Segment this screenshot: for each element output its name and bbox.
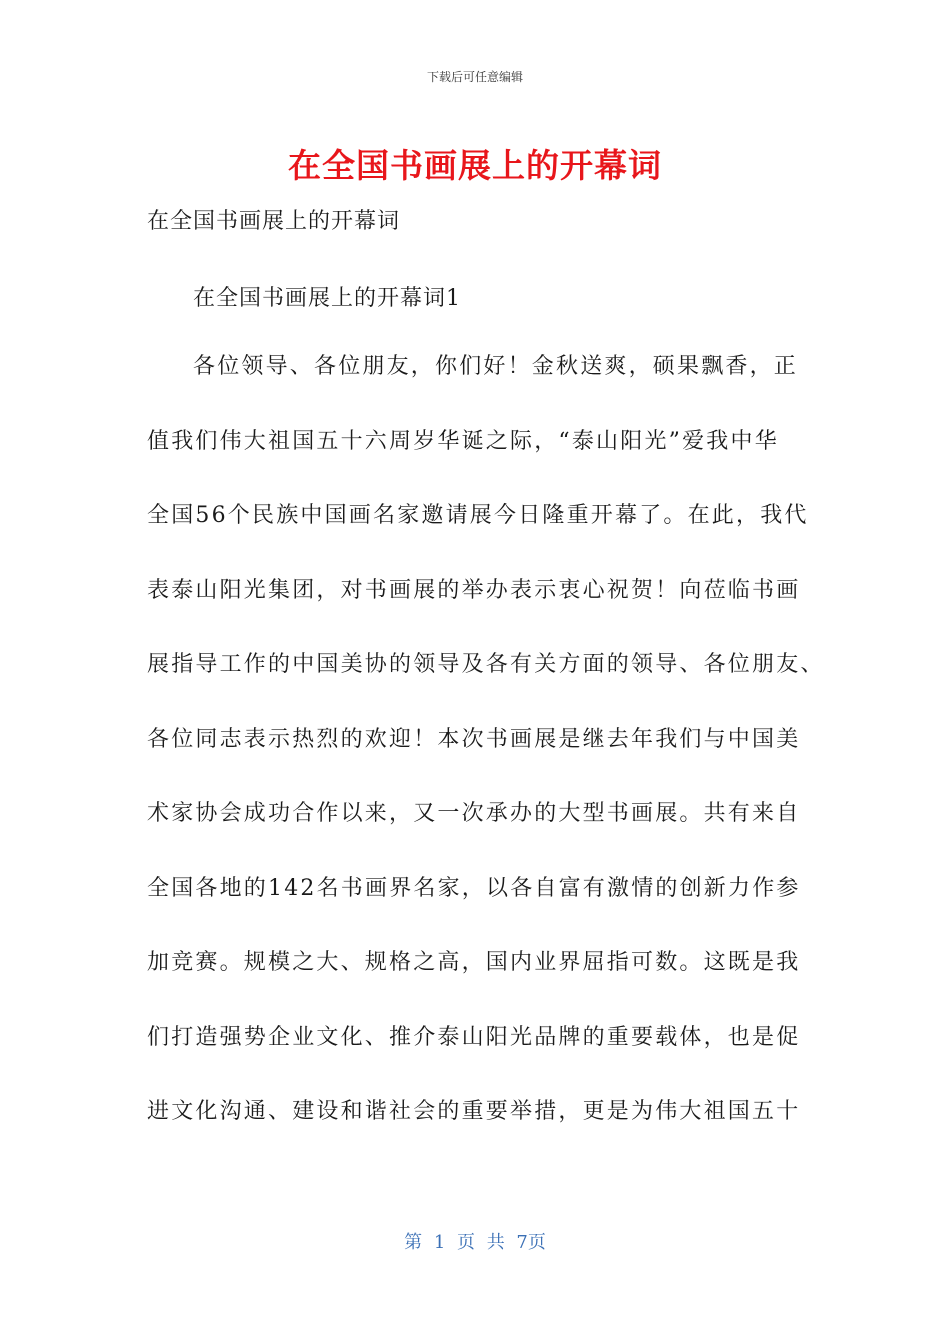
body-line: 们打造强势企业文化、推介泰山阳光品牌的重要载体，也是促 xyxy=(147,1024,801,1050)
body-line: 展指导工作的中国美协的领导及各有关方面的领导、各位朋友、 xyxy=(147,652,825,677)
body-line: 各位同志表示热烈的欢迎！本次书画展是继去年我们与中国美 xyxy=(147,726,801,752)
body-paragraph xyxy=(147,352,825,1172)
header-note: 下载后可任意编辑 xyxy=(426,70,523,84)
document-title: 在全国书画展上的开幕词 xyxy=(288,146,662,185)
document-subtitle: 在全国书画展上的开幕词 xyxy=(147,209,401,234)
body-line: 表泰山阳光集团，对书画展的举办表示衷心祝贺！向莅临书画 xyxy=(147,577,801,603)
body-line: 进文化沟通、建设和谐社会的重要举措，更是为伟大祖国五十 xyxy=(147,1099,801,1124)
body-line: 各位领导、各位朋友，你们好！金秋送爽，硕果飘香，正 xyxy=(193,354,799,379)
section-heading: 在全国书画展上的开幕词1 xyxy=(193,286,461,311)
body-line: 全国56个民族中国画名家邀请展今日隆重开幕了。在此，我代 xyxy=(147,503,809,528)
body-line: 加竞赛。规模之大、规格之高，国内业界屈指可数。这既是我 xyxy=(147,950,801,975)
page-footer: 第 1 页 共 7页 xyxy=(404,1232,546,1253)
body-line: 全国各地的142名书画界名家，以各自富有激情的创新力作参 xyxy=(147,875,801,901)
body-line: 值我们伟大祖国五十六周岁华诞之际，“泰山阳光”爱我中华 xyxy=(147,428,779,454)
body-line: 术家协会成功合作以来，又一次承办的大型书画展。共有来自 xyxy=(147,801,801,826)
